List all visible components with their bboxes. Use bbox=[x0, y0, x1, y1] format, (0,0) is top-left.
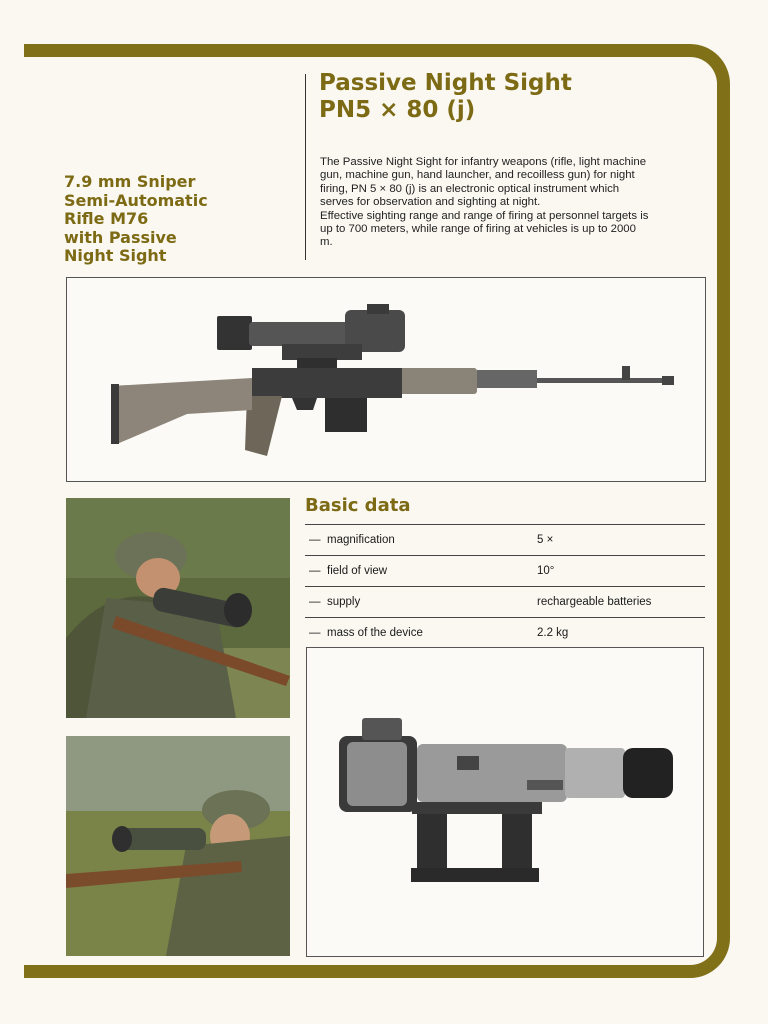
photo-soldier-aiming-icon bbox=[66, 498, 290, 718]
rifle-title-line: 7.9 mm Sniper bbox=[64, 172, 196, 191]
spec-value: rechargeable batteries bbox=[537, 596, 652, 608]
description-paragraph: The Passive Night Sight for infantry weapons (rifle, light machine gun, machine gun, hand launcher, and recoilless gun) for night firing, PN 5 × 80 (j) is an electronic optical instrument which serves for observation and sighting at night. bbox=[320, 156, 647, 209]
photo-soldier-prone-icon bbox=[66, 736, 290, 956]
rifle-title-line: with Passive bbox=[64, 227, 177, 247]
spec-value: 10° bbox=[537, 565, 555, 577]
soldier-aiming-photo bbox=[66, 498, 290, 718]
spec-value: 2.2 kg bbox=[537, 627, 569, 639]
spec-label: field of view bbox=[327, 565, 388, 577]
spec-row bbox=[305, 618, 705, 649]
spec-label: supply bbox=[327, 596, 361, 608]
spec-label: magnification bbox=[327, 534, 395, 546]
description-paragraph: Effective sighting range and range of firing at personnel targets is up to 700 meters, while range of firing at vehicles is up to 2000 m. bbox=[320, 209, 649, 249]
night-sight-icon bbox=[307, 648, 703, 956]
title-line-2: PN5 × 80 (j) bbox=[319, 97, 476, 123]
spec-label: mass of the device bbox=[327, 627, 423, 639]
basic-data-heading: Basic data bbox=[305, 495, 411, 516]
spec-row bbox=[305, 587, 705, 618]
scope-image-panel bbox=[306, 647, 704, 957]
rifle-title-line: Night Sight bbox=[64, 246, 167, 265]
basic-data-table bbox=[305, 524, 705, 649]
rifle-title bbox=[64, 173, 264, 266]
spec-row bbox=[305, 556, 705, 587]
title-line-1: Passive Night Sight bbox=[319, 70, 572, 96]
spec-row bbox=[305, 525, 705, 556]
spec-dash: — bbox=[309, 627, 321, 639]
soldier-prone-photo bbox=[66, 736, 290, 956]
description bbox=[320, 156, 650, 250]
rifle-title-line: Semi-Automatic bbox=[64, 190, 208, 210]
heading-divider bbox=[305, 74, 306, 260]
rifle-icon bbox=[67, 278, 705, 481]
spec-dash: — bbox=[309, 596, 321, 608]
page-title bbox=[319, 70, 572, 124]
rifle-image-panel bbox=[66, 277, 706, 482]
rifle-title-line: Rifle M76 bbox=[64, 209, 149, 228]
spec-value: 5 × bbox=[537, 534, 554, 546]
spec-dash: — bbox=[309, 534, 321, 546]
spec-dash: — bbox=[309, 565, 321, 577]
